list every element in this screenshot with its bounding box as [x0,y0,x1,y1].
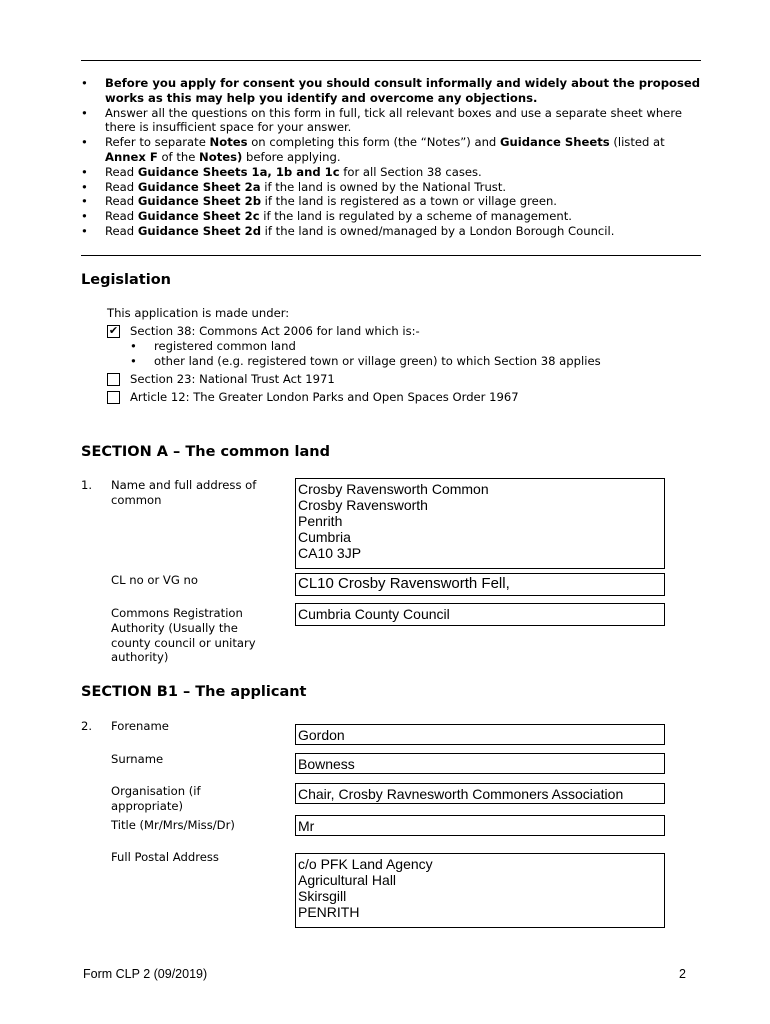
page-number: 2 [679,967,686,981]
question-2-number: 2. [81,719,93,733]
intro-bullet-item [81,194,701,209]
intro-bullet-item [81,180,701,195]
organisation-field[interactable]: Chair, Crosby Ravnesworth Commoners Association [295,783,665,804]
organisation-label: Organisation (if appropriate) [111,784,201,813]
forename-field[interactable]: Gordon [295,724,665,745]
bullet-text-run: Before you apply for consent you should consult informally and widely about the proposed works as this may help you identify and overcome any objections. [105,76,701,105]
section-38-checkbox[interactable] [107,325,120,338]
bullet-text-run: Guidance Sheet 2d [137,223,261,238]
bullet-text-run: Read [105,179,138,194]
bullet-text-run: Guidance Sheet 2b [137,194,261,209]
bullet-text-run: if the land is regulated by a scheme of management. [259,209,572,224]
bullet-text-run: if the land is owned/managed by a London Borough Council. [261,223,615,238]
bullet-text-run: if the land is owned by the National Trust. [260,179,507,194]
section-23-label: Section 23: National Trust Act 1971 [130,372,335,386]
bullet-text-run: on completing this form (the “Notes”) and [247,135,500,150]
title-field[interactable]: Mr [295,815,665,836]
legislation-intro: This application is made under: [107,306,290,320]
forename-label: Forename [111,719,169,733]
surname-label: Surname [111,752,164,766]
bullet-text-run: for all Section 38 cases. [339,164,482,179]
section-38-sub-list [130,339,690,370]
field-line: Crosby Ravensworth [298,497,428,513]
section-38-sub-item: • registered common land [130,339,690,354]
bullet-text-run: Read [105,209,138,224]
section-a-heading: SECTION A – The common land [81,444,331,460]
section-38-label: Section 38: Commons Act 2006 for land which is:- [130,324,420,338]
cl-number-label: CL no or VG no [111,573,198,587]
bullet-text-run: before applying. [242,149,341,164]
bullet-text-run: Refer to separate [105,135,210,150]
bullet-text-run: Guidance Sheets 1a, 1b and 1c [137,164,340,179]
intro-bullet-item [81,76,701,106]
bullet-text-run: Guidance Sheets [499,135,610,150]
intro-bullet-item [81,135,701,165]
postal-address-label: Full Postal Address [111,850,219,864]
legislation-heading: Legislation [81,272,171,288]
section-b1-heading: SECTION B1 – The applicant [81,684,307,700]
bullet-text-run: Read [105,223,138,238]
field-line: Crosby Ravensworth Common [298,481,489,497]
surname-field[interactable]: Bowness [295,753,665,774]
field-line: Penrith [298,513,343,529]
bullet-text-run: Annex F [105,149,158,164]
intro-bullet-item [81,106,701,136]
option-article-12[interactable] [107,390,519,404]
common-name-label: Name and full address of common [111,478,257,507]
question-1-number: 1. [81,478,93,492]
option-section-23[interactable] [107,372,335,386]
article-12-label: Article 12: The Greater London Parks and Open Spaces Order 1967 [130,390,519,404]
postal-address-field[interactable] [295,853,665,928]
registration-authority-field[interactable]: Cumbria County Council [295,603,665,626]
bullet-text-run: if the land is registered as a town or village green. [261,194,557,209]
common-name-field[interactable] [295,478,665,569]
bullet-text-run: of the [157,149,200,164]
bullet-text-run: Notes) [199,149,243,164]
top-rule [81,60,701,61]
field-line: PENRITH [298,904,360,920]
bullet-text-run: Guidance Sheet 2c [137,209,260,224]
bullet-text-run: Guidance Sheet 2a [137,179,261,194]
option-section-38[interactable] [107,324,420,338]
bullet-text-run: (listed at [609,135,665,150]
field-line: c/o PFK Land Agency [298,856,433,872]
field-line: CA10 3JP [298,545,362,561]
field-line: Cumbria [298,529,351,545]
field-line: Skirsgill [298,888,347,904]
field-line: Agricultural Hall [298,872,397,888]
article-12-checkbox[interactable] [107,391,120,404]
intro-bullet-item [81,165,701,180]
bullet-text-run: Answer all the questions on this form in full, tick all relevant boxes and use a separate sheet where there is insufficient space for your answer. [105,105,682,135]
legislation-rule [81,255,701,256]
intro-bullet-item [81,224,701,239]
section-23-checkbox[interactable] [107,373,120,386]
title-label: Title (Mr/Mrs/Miss/Dr) [111,818,235,832]
cl-number-field[interactable]: CL10 Crosby Ravensworth Fell, [295,573,665,596]
check-mark-icon: ✔ [108,323,119,337]
bullet-text-run: Read [105,164,138,179]
intro-bullet-item [81,209,701,224]
section-38-sub-item: • other land (e.g. registered town or village green) to which Section 38 applies [130,354,690,369]
bullet-text-run: Read [105,194,138,209]
form-reference: Form CLP 2 (09/2019) [83,967,208,981]
registration-authority-label: Commons Registration Authority (Usually the county council or unitary authority) [111,606,256,665]
bullet-text-run: Notes [209,135,248,150]
intro-bullet-list [81,76,701,239]
